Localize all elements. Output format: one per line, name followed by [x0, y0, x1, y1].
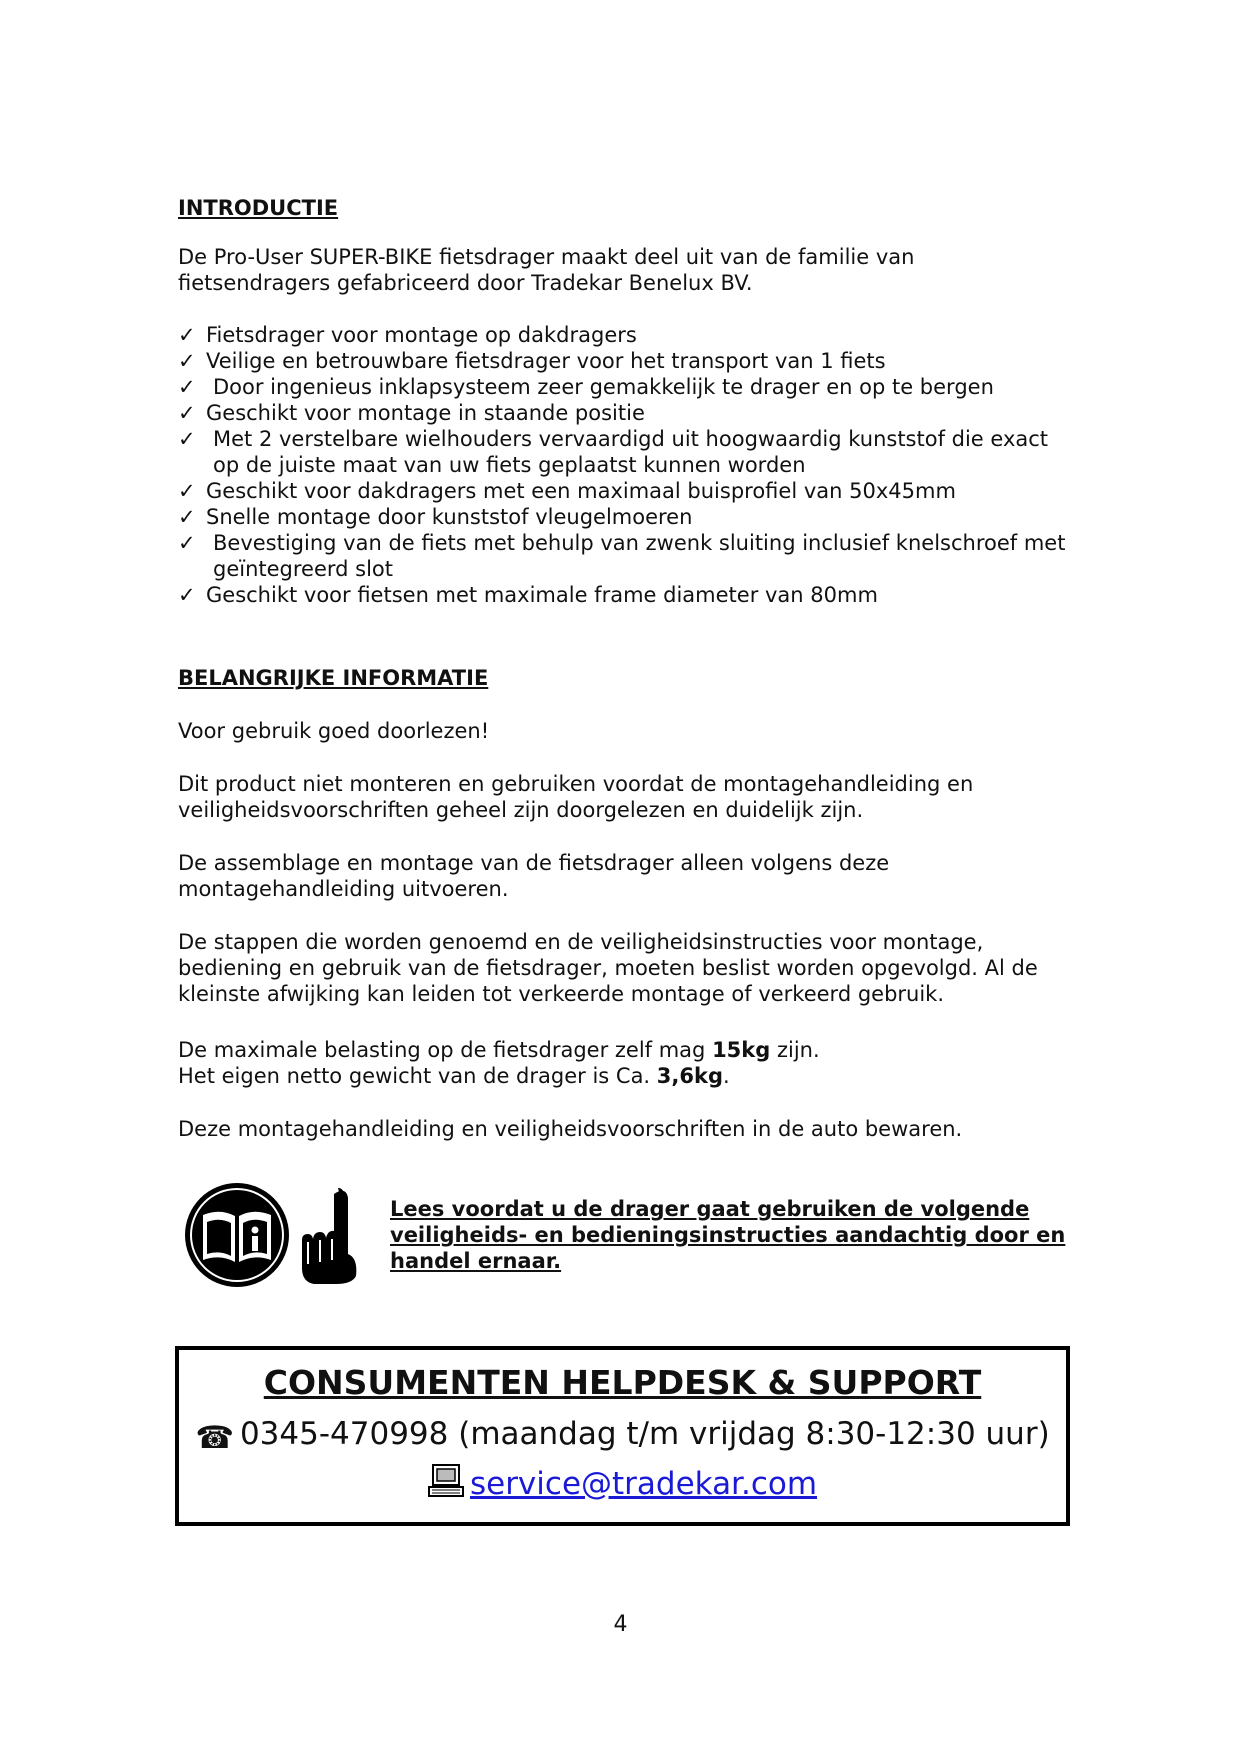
check-icon: ✓ [178, 349, 196, 373]
important-paragraph-5: Deze montagehandleiding en veiligheidsvoorschriften in de auto bewaren. [178, 1117, 963, 1141]
computer-icon [428, 1464, 464, 1510]
intro-text: De Pro-User SUPER-BIKE fietsdrager maakt deel uit van de familie van fietsendragers gefabriceerd door Tradekar Benelux BV. [178, 245, 915, 295]
check-icon: ✓ [178, 427, 196, 451]
check-icon: ✓ [178, 531, 196, 555]
warning-text: Lees voordat u de drager gaat gebruiken de volgende veiligheids- en bedieningsinstructies aandachtig door en handel ernaar. [390, 1197, 1066, 1273]
helpdesk-box [175, 1346, 1070, 1526]
intro-heading: INTRODUCTIE [178, 196, 339, 220]
important-paragraph-1: Dit product niet monteren en gebruiken voordat de montagehandleiding en veiligheidsvoorschriften geheel zijn doorgelezen en duidelijk zijn. [178, 772, 974, 822]
load-info: De maximale belasting op de fietsdrager zelf mag 15kg zijn. Het eigen netto gewicht van de drager is Ca. 3,6kg. [178, 1038, 820, 1088]
list-item: ✓ Met 2 verstelbare wielhouders vervaardigd uit hoogwaardig kunststof die exact op de juiste maat van uw fiets geplaatst kunnen worden [178, 427, 1049, 477]
check-icon: ✓ [178, 375, 196, 399]
helpdesk-title: CONSUMENTEN HELPDESK & SUPPORT [263, 1363, 982, 1402]
list-item: ✓ Veilige en betrouwbare fietsdrager voor het transport van 1 fiets [178, 349, 886, 373]
feature-list [178, 322, 1078, 608]
list-item: ✓ Geschikt voor montage in staande positie [178, 401, 645, 425]
list-item: ✓ Snelle montage door kunststof vleugelmoeren [178, 505, 693, 529]
pointing-hand-icon [300, 1184, 360, 1284]
helpdesk-email-line [179, 1462, 1066, 1510]
check-icon: ✓ [178, 323, 196, 347]
list-item: ✓ Fietsdrager voor montage op dakdragers [178, 323, 637, 347]
max-load-value: 15kg [712, 1038, 771, 1062]
list-item: ✓ Door ingenieus inklapsysteem zeer gemakkelijk te drager en op te bergen [178, 375, 994, 399]
check-icon: ✓ [178, 479, 196, 503]
list-item: ✓ Geschikt voor dakdragers met een maximaal buisprofiel van 50x45mm [178, 479, 956, 503]
read-first-text: Voor gebruik goed doorlezen! [178, 719, 490, 743]
net-weight-value: 3,6kg [656, 1064, 723, 1088]
helpdesk-email-link[interactable]: service@tradekar.com [469, 1466, 818, 1502]
page-number: 4 [613, 1612, 628, 1637]
important-heading: BELANGRIJKE INFORMATIE [178, 666, 489, 690]
telephone-icon: ☎ [195, 1420, 234, 1456]
check-icon: ✓ [178, 583, 196, 607]
helpdesk-phone-line [179, 1412, 1066, 1460]
important-paragraph-3: De stappen die worden genoemd en de veiligheidsinstructies voor montage, bediening en gebruik van de fietsdrager, moeten beslist worden opgevolgd. Al de kleinste afwijking kan leiden tot verkeerde montage of verkeerd gebruik. [178, 930, 1038, 1006]
list-item: ✓ Bevestiging van de fiets met behulp van zwenk sluiting inclusief knelschroef met geïntegreerd slot [178, 531, 1066, 581]
check-icon: ✓ [178, 401, 196, 425]
check-icon: ✓ [178, 505, 196, 529]
helpdesk-phone: 0345-470998 (maandag t/m vrijdag 8:30-12:30 uur) [239, 1416, 1050, 1452]
list-item: ✓ Geschikt voor fietsen met maximale frame diameter van 80mm [178, 583, 878, 607]
important-paragraph-2: De assemblage en montage van de fietsdrager alleen volgens deze montagehandleiding uitvoeren. [178, 851, 890, 901]
